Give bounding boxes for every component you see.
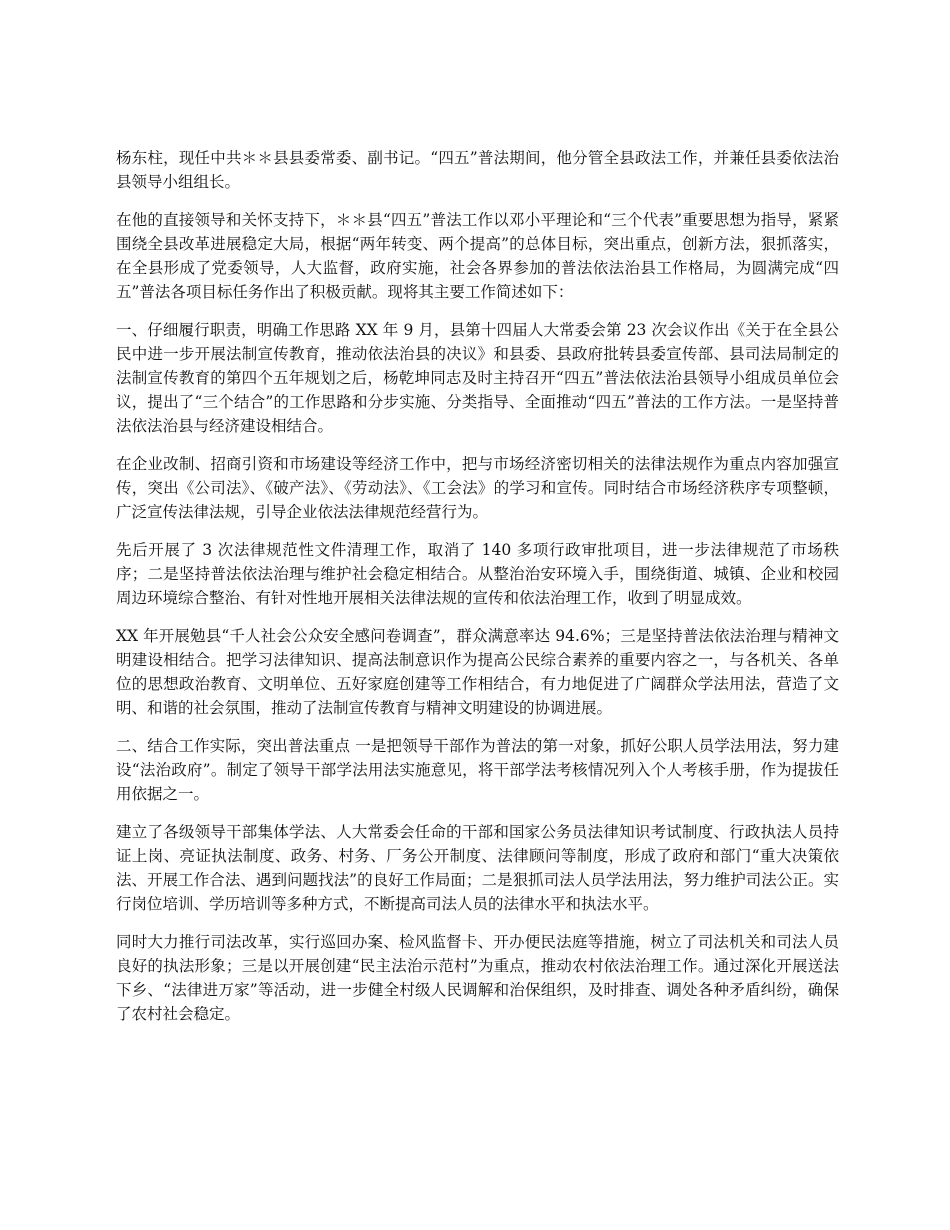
paragraph-7: 二、结合工作实际，突出普法重点 一是把领导干部作为普法的第一对象，抓好公职人员学法用法，努力建设“法治政府”。制定了领导干部学法用法实施意见，将干部学法考核情况列入个人考核手册，作为提拔任用依据之一。 [116, 737, 839, 803]
paragraph-1: 杨东柱，现任中共＊＊县县委常委、副书记。“四五”普法期间，他分管全县政法工作，并兼任县委依法治县领导小组组长。 [116, 149, 839, 191]
paragraph-4: 在企业改制、招商引资和市场建设等经济工作中，把与市场经济密切相关的法律法规作为重点内容加强宣传，突出《公司法》、《破产法》、《劳动法》、《工会法》的学习和宣传。同时结合市场经济秩序专项整顿，广泛宣传法律法规，引导企业依法法律规范经营行为。 [116, 455, 839, 521]
paragraph-3: 一、仔细履行职责，明确工作思路 XX 年 9 月，县第十四届人大常委会第 23 次会议作出《关于在全县公民中进一步开展法制宣传教育，推动依法治县的决议》和县委、县政府批转县委宣传部、县司法局制定的法制宣传教育的第四个五年规划之后，杨乾坤同志及时主持召开“四五”普法依法治县领导小组成员单位会议，提出了“三个结合”的工作思路和分步实施、分类指导、全面推动“四五”普法的工作方法。一是坚持普法依法治县与经济建设相结合。 [116, 321, 839, 435]
paragraph-6: XX 年开展勉县“千人社会公众安全感问卷调查”，群众满意率达 94.6%；三是坚持普法依法治理与精神文明建设相结合。把学习法律知识、提高法制意识作为提高公民综合素养的重要内容之一，与各机关、各单位的思想政治教育、文明单位、五好家庭创建等工作相结合，有力地促进了广阔群众学法用法，营造了文明、和谐的社会氛围，推动了法制宣传教育与精神文明建设的协调进展。 [116, 627, 839, 717]
paragraph-2: 在他的直接领导和关怀支持下，＊＊县“四五”普法工作以邓小平理论和“三个代表”重要思想为指导，紧紧围绕全县改革进展稳定大局，根据“两年转变、两个提高”的总体目标，突出重点，创新方法，狠抓落实，在全县形成了党委领导，人大监督，政府实施，社会各界参加的普法依法治县工作格局，为圆满完成“四五”普法各项目标任务作出了积极贡献。现将其主要工作简述如下： [116, 211, 839, 301]
paragraph-8: 建立了各级领导干部集体学法、人大常委会任命的干部和国家公务员法律知识考试制度、行政执法人员持证上岗、亮证执法制度、政务、村务、厂务公开制度、法律顾问等制度，形成了政府和部门“重大决策依法、开展工作合法、遇到问题找法”的良好工作局面；二是狠抓司法人员学法用法，努力维护司法公正。实行岗位培训、学历培训等多种方式，不断提高司法人员的法律水平和执法水平。 [116, 823, 839, 913]
paragraph-5: 先后开展了 3 次法律规范性文件清理工作，取消了 140 多项行政审批项目，进一步法律规范了市场秩序；二是坚持普法依法治理与维护社会稳定相结合。从整治治安环境入手，围绕街道、城镇、企业和校园周边环境综合整治、有针对性地开展相关法律法规的宣传和依法治理工作，收到了明显成效。 [116, 541, 839, 607]
document-body [116, 146, 839, 1040]
paragraph-9: 同时大力推行司法改革，实行巡回办案、检风监督卡、开办便民法庭等措施，树立了司法机关和司法人员良好的执法形象；三是以开展创建“民主法治示范村”为重点，推动农村依法治理工作。通过深化开展送法下乡、“法律进万家”等活动，进一步健全村级人民调解和治保组织，及时排查、调处各种矛盾纠纷，确保了农村社会稳定。 [116, 933, 839, 1023]
